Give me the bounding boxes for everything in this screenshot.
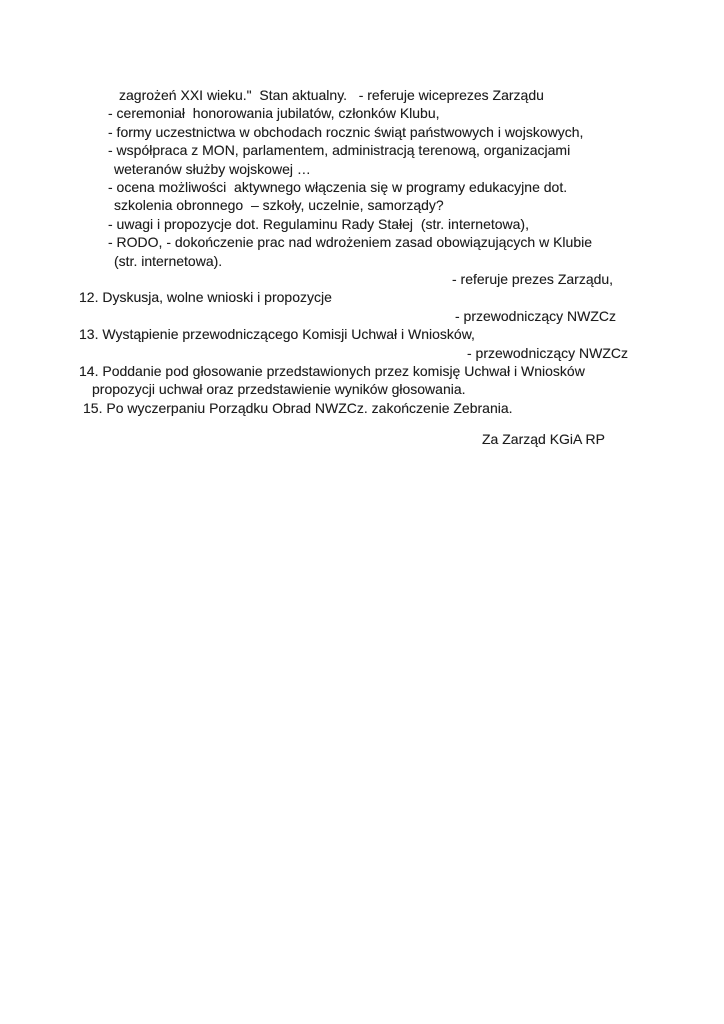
agenda-item-14: 14. Poddanie pod głosowanie przedstawionych przez komisję Uchwał i Wniosków [79,363,585,379]
referent-przewodniczacy-nwzcz-1: - przewodniczący NWZCz [455,308,617,324]
agenda-subitem-wspolpraca-mon-cont: weteranów służby wojskowej … [114,161,311,177]
referent-prezes-zarzadu: - referuje prezes Zarządu, [452,271,614,287]
agenda-item-11-continuation: zagrożeń XXI wieku." Stan aktualny. - referuje wiceprezes Zarządu [119,87,544,103]
agenda-item-14-cont: propozycji uchwał oraz przedstawienie wyników głosowania. [92,381,466,397]
agenda-subitem-rodo: - RODO, - dokończenie prac nad wdrożeniem zasad obowiązujących w Klubie [108,234,593,250]
agenda-subitem-ocena-mozliwosci: - ocena możliwości aktywnego włączenia się w programy edukacyjne dot. [108,179,568,195]
agenda-subitem-formy-uczestnictwa: - formy uczestnictwa w obchodach rocznic świąt państwowych i wojskowych, [108,124,584,140]
agenda-item-13: 13. Wystąpienie przewodniczącego Komisji Uchwał i Wniosków, [79,326,475,342]
signature-za-zarzad: Za Zarząd KGiA RP [482,431,605,447]
agenda-subitem-wspolpraca-mon: - współpraca z MON, parlamentem, administracją terenową, organizacjami [108,142,571,158]
agenda-subitem-uwagi-propozycje: - uwagi i propozycje dot. Regulaminu Rady Stałej (str. internetowa), [108,216,529,232]
agenda-subitem-ocena-cont: szkolenia obronnego – szkoły, uczelnie, samorządy? [114,197,444,213]
agenda-item-12: 12. Dyskusja, wolne wnioski i propozycje [79,289,332,305]
agenda-subitem-rodo-cont: (str. internetowa). [114,253,223,269]
referent-przewodniczacy-nwzcz-2: - przewodniczący NWZCz [467,345,629,361]
agenda-subitem-ceremonial: - ceremoniał honorowania jubilatów, członków Klubu, [108,105,440,121]
agenda-item-15: 15. Po wyczerpaniu Porządku Obrad NWZCz. zakończenie Zebrania. [83,400,513,416]
